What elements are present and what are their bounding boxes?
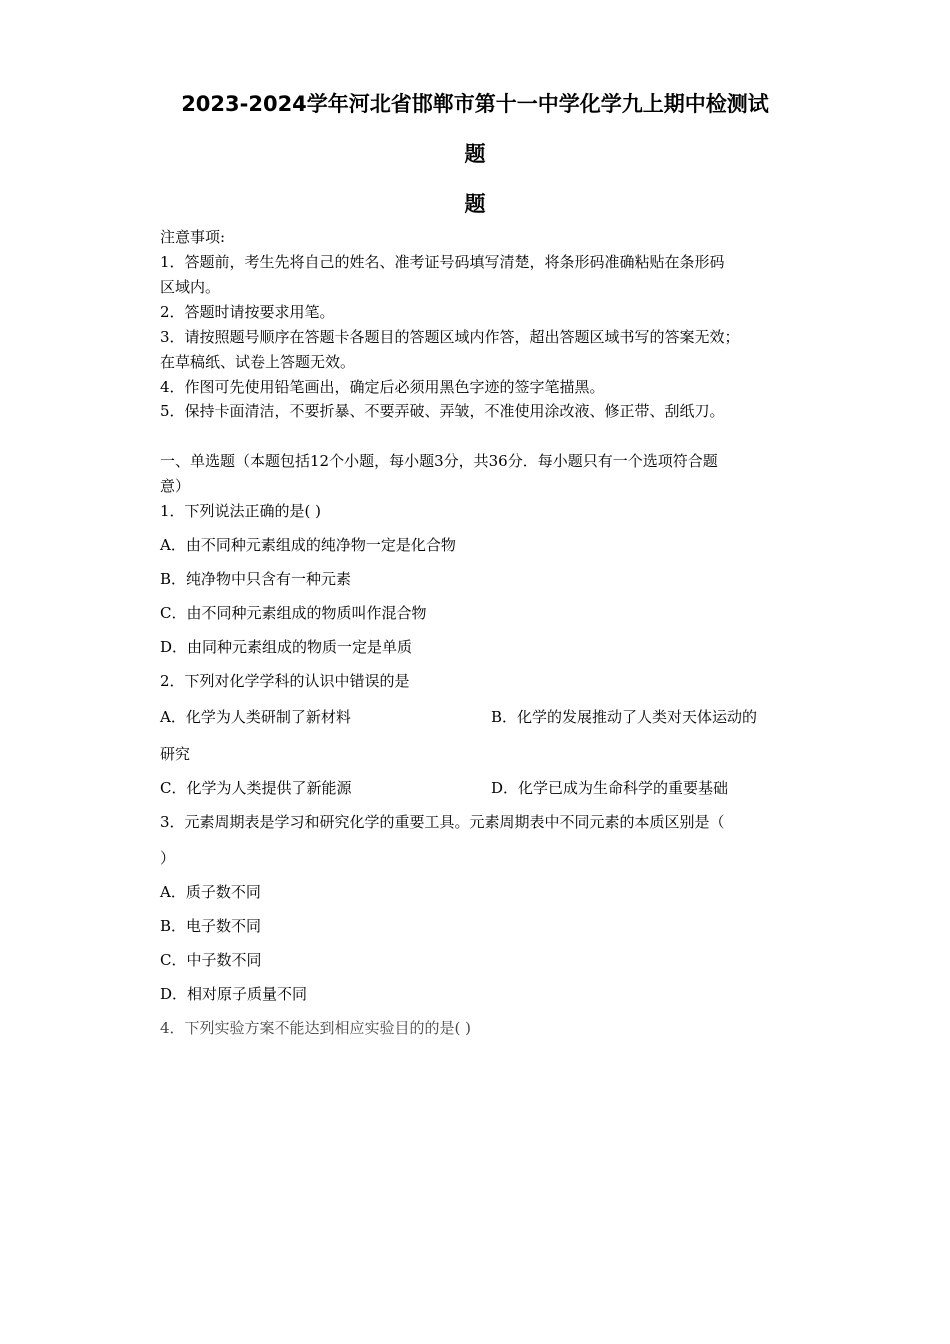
question-2-option-a: A．化学为人类研制了新材料 [160,708,351,726]
page-title-line3: 题 [464,192,486,216]
note-item: 4．作图可先使用铅笔画出，确定后必须用黑色字迹的签字笔描黑。 [160,378,605,396]
question-2-option-d: D．化学已成为生命科学的重要基础 [491,779,729,797]
question-3-option-c: C．中子数不同 [160,951,262,969]
question-2-option-c: C．化学为人类提供了新能源 [160,779,352,797]
note-item: 5．保持卡面清洁，不要折暴、不要弄破、弄皱，不准使用涂改液、修正带、刮纸刀。 [160,402,725,420]
question-3-option-d: D．相对原子质量不同 [160,985,308,1003]
section-heading: 一、单选题（本题包括12个小题，每小题3分，共36分．每小题只有一个选项符合题 [160,452,718,470]
question-1-option-a: A．由不同种元素组成的纯净物一定是化合物 [160,536,456,554]
note-item: 区域内。 [160,278,221,296]
question-3-option-b: B．电子数不同 [160,917,262,935]
question-3-stem-cont: ） [160,849,176,867]
page-title-line1: 2023-2024学年河北省邯郸市第十一中学化学九上期中检测试 [181,92,769,116]
question-1-stem: 1．下列说法正确的是( ) [160,502,322,520]
note-item: 3．请按照题号顺序在答题卡各题目的答题区域内作答，超出答题区域书写的答案无效； [160,328,740,346]
question-2-stem: 2．下列对化学学科的认识中错误的是 [160,672,410,690]
section-heading-cont: 意） [160,477,191,495]
notes-heading: 注意事项: [160,228,226,246]
question-1-option-c: C．由不同种元素组成的物质叫作混合物 [160,604,427,622]
question-1-option-b: B．纯净物中只含有一种元素 [160,570,352,588]
note-item: 在草稿纸、试卷上答题无效。 [160,353,356,371]
note-item: 2．答题时请按要求用笔。 [160,303,335,321]
question-2-option-b: B．化学的发展推动了人类对天体运动的 [491,708,758,726]
question-3-stem: 3．元素周期表是学习和研究化学的重要工具。元素周期表中不同元素的本质区别是（ [160,813,725,831]
question-2-option-b-cont: 研究 [160,745,191,763]
question-4-stem: 4．下列实验方案不能达到相应实验目的的是( ) [160,1019,472,1037]
note-item: 1．答题前，考生先将自己的姓名、准考证号码填写清楚，将条形码准确粘贴在条形码 [160,253,725,271]
question-1-option-d: D．由同种元素组成的物质一定是单质 [160,638,413,656]
page-title-line2: 题 [464,142,486,166]
question-3-option-a: A．质子数不同 [160,883,261,901]
